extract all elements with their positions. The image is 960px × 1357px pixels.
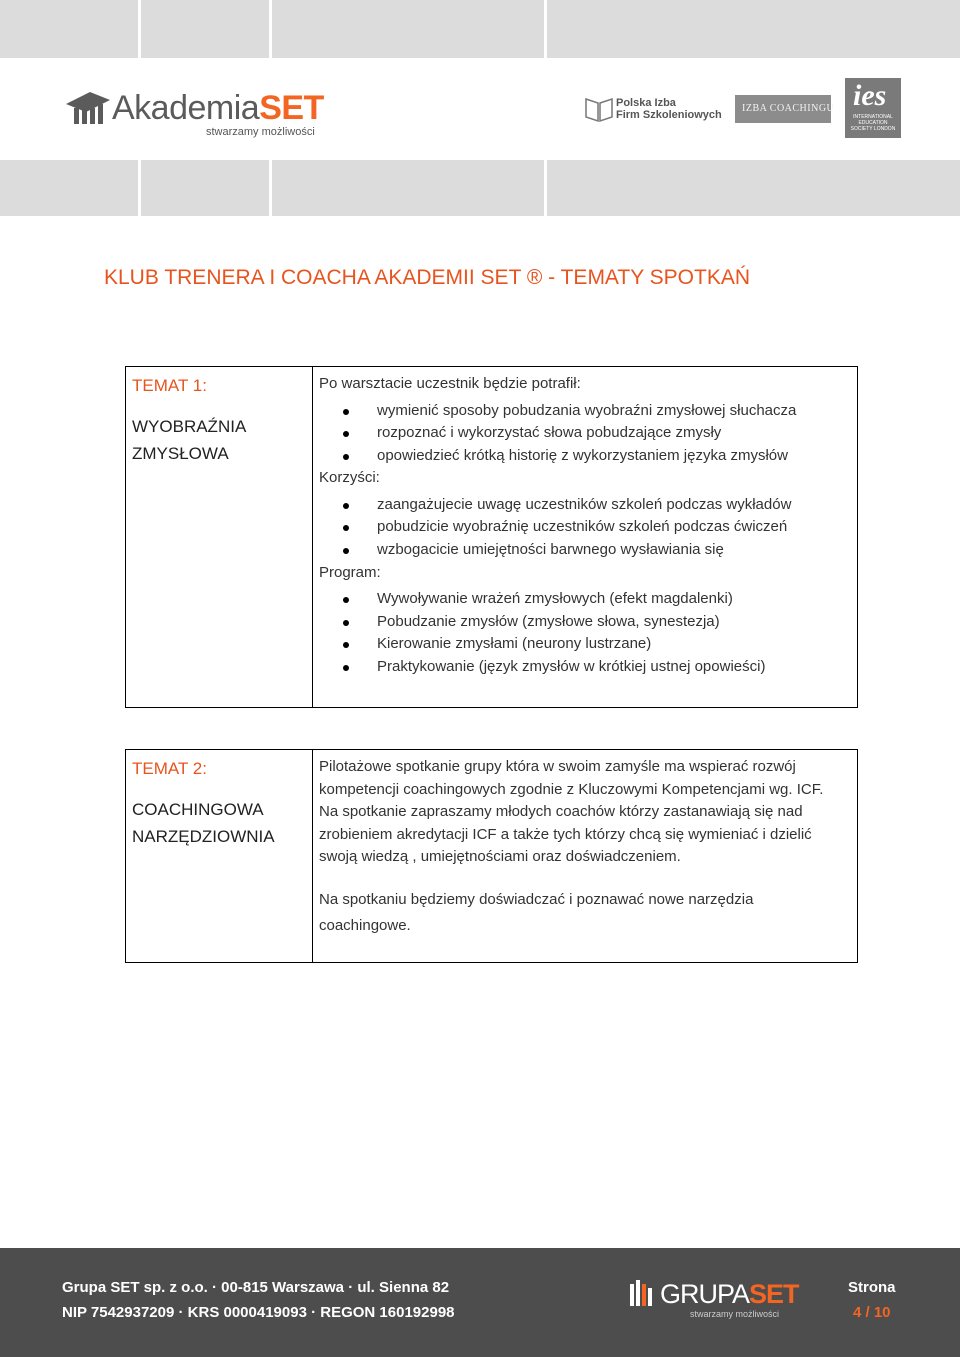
footer-registration: NIP 7542937209 · KRS 0000419093 · REGON 160192998 [62,1304,455,1321]
topic-2-paragraph-3: Na spotkaniu będziemy doświadczać i poznawać nowe narzędzia coachingowe. [319,890,754,934]
ies-text: ies [853,79,887,112]
topic-2-table [125,749,858,963]
topic-1-name-line1: WYOBRAŹNIA [132,416,247,436]
topic-2-label: TEMAT 2: [132,759,207,778]
logo-tagline: stwarzamy możliwości [206,126,315,138]
topic-2-name-line1: COACHINGOWA [132,799,264,819]
benefits-list [319,494,849,562]
page-footer [0,1248,960,1357]
topic-2-paragraph-1: Pilotażowe spotkanie grupy która w swoim zamyśle ma wspierać rozwój kompetencji coachingowych zgodnie z Kluczowymi Kompetencjami wg. ICF. [319,758,824,798]
list-item: opowiedzieć krótką historię z wykorzystaniem języka zmysłów [319,445,849,468]
topic-1-name [132,413,306,467]
ies-subtitle: INTERNATIONAL EDUCATION SOCIETY LONDON [850,114,896,132]
program-label: Program: [319,563,381,581]
akademia-set-logo [64,84,324,144]
topic-1-content-cell [313,367,858,708]
footer-logo-grupa: GRUPA [660,1279,750,1309]
header-bottom-band [0,160,960,216]
open-book-icon [584,95,614,123]
footer-address: Grupa SET sp. z o.o. · 00-815 Warszawa · ul. Sienna 82 [62,1279,450,1296]
graduation-cap-icon [64,88,112,128]
logo-set-text: SET [259,89,324,127]
topic-2-heading-cell [126,750,313,963]
list-item: zaangażujecie uwagę uczestników szkoleń podczas wykładów [319,494,849,517]
topic-1-table [125,366,858,708]
topic-2-name [132,796,306,850]
topic-1-intro: Po warsztacie uczestnik będzie potrafił: [319,375,581,392]
list-item: rozpoznać i wykorzystać słowa pobudzające zmysły [319,422,849,445]
page-number: 4 / 10 [853,1304,891,1321]
topic-1-heading-cell [126,367,313,708]
header-top-blocks [0,0,960,58]
pifs-logo [584,93,724,129]
page-label: Strona [848,1279,896,1296]
page-header [0,0,960,215]
ies-logo [845,78,901,138]
program-list [319,588,849,678]
list-item: wzbogacicie umiejętności barwnego wysławiania się [319,539,849,562]
list-item: pobudzicie wyobraźnię uczestników szkoleń podczas ćwiczeń [319,516,849,539]
pifs-line1: Polska Izba [616,97,676,109]
topic-2-name-line2: NARZĘDZIOWNIA [132,826,275,846]
benefits-label: Korzyści: [319,469,380,487]
izba-coachingu-logo [735,95,835,123]
pifs-line2: Firm Szkoleniowych [616,109,722,121]
list-item: wymienić sposoby pobudzania wyobraźni zmysłowej słuchacza [319,400,849,423]
logo-akademia-text: Akademia [112,89,260,127]
topic-2-paragraph-2: Na spotkanie zapraszamy młodych coachów którzy zastanawiają się nad zrobieniem akredytacji ICF a także tych którzy chcą się wymieniać i dzielić swoją wiedzą , umiejętnościami oraz doświadczeniem. [319,803,812,865]
list-item: Wywoływanie wrażeń zmysłowych (efekt magdalenki) [319,588,849,611]
skills-list [319,400,849,468]
topic-1-name-line2: ZMYSŁOWA [132,443,229,463]
izba-text: IZBA COACHINGU [742,103,835,114]
list-item: Pobudzanie zmysłów (zmysłowe słowa, synestezja) [319,611,849,634]
grupa-set-logo [630,1278,799,1319]
list-item: Praktykowanie (język zmysłów w krótkiej ustnej opowieści) [319,656,849,679]
bars-icon [630,1280,652,1306]
topic-1-label: TEMAT 1: [132,376,207,395]
footer-logo-set: SET [749,1279,799,1309]
footer-logo-tagline: stwarzamy możliwości [690,1309,780,1319]
page-title: KLUB TRENERA I COACHA AKADEMII SET ® - TEMATY SPOTKAŃ [104,266,751,289]
list-item: Kierowanie zmysłami (neurony lustrzane) [319,633,849,656]
topic-2-content-cell [313,750,858,963]
